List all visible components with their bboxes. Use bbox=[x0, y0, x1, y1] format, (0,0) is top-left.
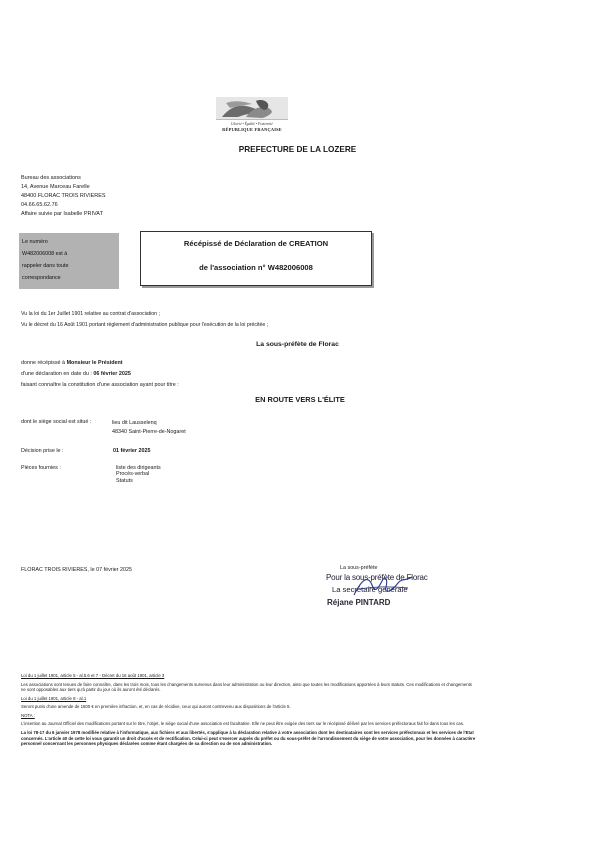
law-line: Vu le décret du 16 Août 1901 portant règlement d'administration publique pour l'exécution de la loi précitée ; bbox=[21, 322, 269, 328]
decision-date: 01 février 2025 bbox=[113, 448, 151, 454]
footer-law-reference: Loi du 1 juillet 1901, article 8 - al.1 bbox=[21, 695, 87, 701]
declaration-date-label: d'une déclaration en date du : bbox=[21, 371, 94, 377]
reference-number-box bbox=[19, 233, 119, 289]
authority-title: La sous-préfète de Florac bbox=[256, 341, 339, 348]
sender-address-block bbox=[21, 174, 106, 219]
address-line: Bureau des associations bbox=[21, 175, 81, 181]
declaration-date-value: 06 février 2025 bbox=[93, 371, 131, 377]
reference-line: correspondance bbox=[22, 275, 61, 281]
legal-footer bbox=[21, 673, 476, 750]
reference-line: Le numéro bbox=[22, 239, 48, 245]
document-item: liste des dirigeants bbox=[116, 465, 161, 471]
reference-line: rappeler dans toute bbox=[22, 263, 69, 269]
footer-paragraph: L'insertion au Journal Officiel des modifications portant sur le titre, l'objet, le siège social d'une association est facultative. Elle ne peut être exigée des tiers sur le récépissé délivré par les services préfectoraux fait foi dans tous les cas. bbox=[21, 721, 465, 727]
place-and-date: FLORAC TROIS RIVIERES, le 07 février 2025 bbox=[21, 567, 133, 573]
republic-label: RÉPUBLIQUE FRANÇAISE bbox=[222, 127, 282, 132]
document-item: Procès-verbal bbox=[116, 471, 150, 478]
declaration-date-line bbox=[21, 369, 179, 380]
document-item: Statuts bbox=[116, 477, 133, 484]
siege-address-line: lieu dit Lausselenq bbox=[112, 420, 157, 426]
association-name: EN ROUTE VERS L'ÉLITE bbox=[255, 395, 345, 404]
signature-role: La secrétaire générale bbox=[332, 585, 408, 594]
footer-nota-label: NOTA : bbox=[21, 712, 35, 718]
motto-text: Liberté • Égalité • Fraternité bbox=[231, 122, 273, 126]
signature-stamp bbox=[322, 563, 432, 611]
signature-title: La sous-préfète bbox=[340, 565, 378, 571]
republique-francaise-logo bbox=[216, 97, 288, 132]
marianne-icon bbox=[216, 97, 288, 119]
signatory-name: Réjane PINTARD bbox=[327, 598, 391, 607]
reference-line: W482006008 est à bbox=[22, 251, 68, 257]
address-contact: Affaire suivie par Isabelle PRIVAT bbox=[21, 211, 103, 217]
footer-law-reference: Loi du 1 juillet 1901, article 5 - al.5.6 et 7 - Décret du 16 août 1901, article 3 bbox=[21, 673, 165, 678]
declaration-block bbox=[21, 358, 179, 391]
decision-label: Décision prise le : bbox=[21, 448, 64, 454]
footer-privacy-notice: La loi 78-17 du 6 janvier 1978 modifiée relative à l'informatique, aux fichiers et aux libertés, s'applique à la déclaration relative à votre association dont les destinataires sont les services préfectoraux et les services de l'Etat concernés. L'article 40 de cette loi vous garantit un droit d'accès et de rectification. Celui-ci peut s'exercer auprès du préfet ou du sous-préfet de l'arrondissement du siège de votre association, pour les données à caractère personnel concernant les personnes physiques déclarées comme étant chargées de sa direction ou de son administration. bbox=[21, 730, 476, 747]
receipt-title: Récépissé de Déclaration de CREATION bbox=[183, 239, 329, 248]
siege-address-line: 48340 Saint-Pierre-de-Nogaret bbox=[112, 429, 186, 435]
siege-label: dont le siège social est situé : bbox=[21, 419, 92, 425]
association-number: de l'association n° W482006008 bbox=[199, 263, 313, 272]
receipt-title-box bbox=[140, 231, 372, 286]
law-line: Vu la loi du 1er Juillet 1901 relative au contrat d'association ; bbox=[21, 311, 160, 317]
documents-list bbox=[116, 465, 161, 484]
siege-address bbox=[112, 419, 186, 437]
address-line: 48400 FLORAC TROIS RIVIERES bbox=[21, 193, 106, 199]
documents-label: Pièces fournies : bbox=[21, 465, 61, 471]
marianne-emblem bbox=[216, 97, 288, 120]
signature-delegation: Pour la sous-préfète de Florac bbox=[326, 573, 428, 582]
handwritten-signature-icon bbox=[348, 569, 418, 603]
recipient-line bbox=[21, 358, 179, 369]
footer-paragraph: Les associations sont tenues de faire connaître, dans les trois mois, tous les changements survenus dans leur administration ou leur direction, ainsi que toutes les modifications apportées à leurs statuts. Ces modifications et changements ne sont opposables aux tiers qu'à partir du jour où ils auront été déclarés. bbox=[21, 681, 472, 693]
prefecture-title: PREFECTURE DE LA LOZERE bbox=[238, 145, 357, 154]
recipient-label: donne récépissé à bbox=[21, 360, 67, 366]
constitution-line: faisant connaître la constitution d'une association ayant pour titre : bbox=[21, 382, 179, 388]
legal-basis bbox=[21, 309, 268, 331]
recipient-value: Monsieur le Président bbox=[66, 360, 123, 366]
footer-paragraph: Seront punis d'une amende de 1500 € en première infraction, et, en cas de récidive, ceux qui auront contrevenu aux dispositions de l'article 5. bbox=[21, 704, 291, 710]
address-phone: 04.66.65.62.76 bbox=[21, 202, 58, 208]
address-line: 14, Avenue Marceau Farelle bbox=[21, 184, 90, 190]
